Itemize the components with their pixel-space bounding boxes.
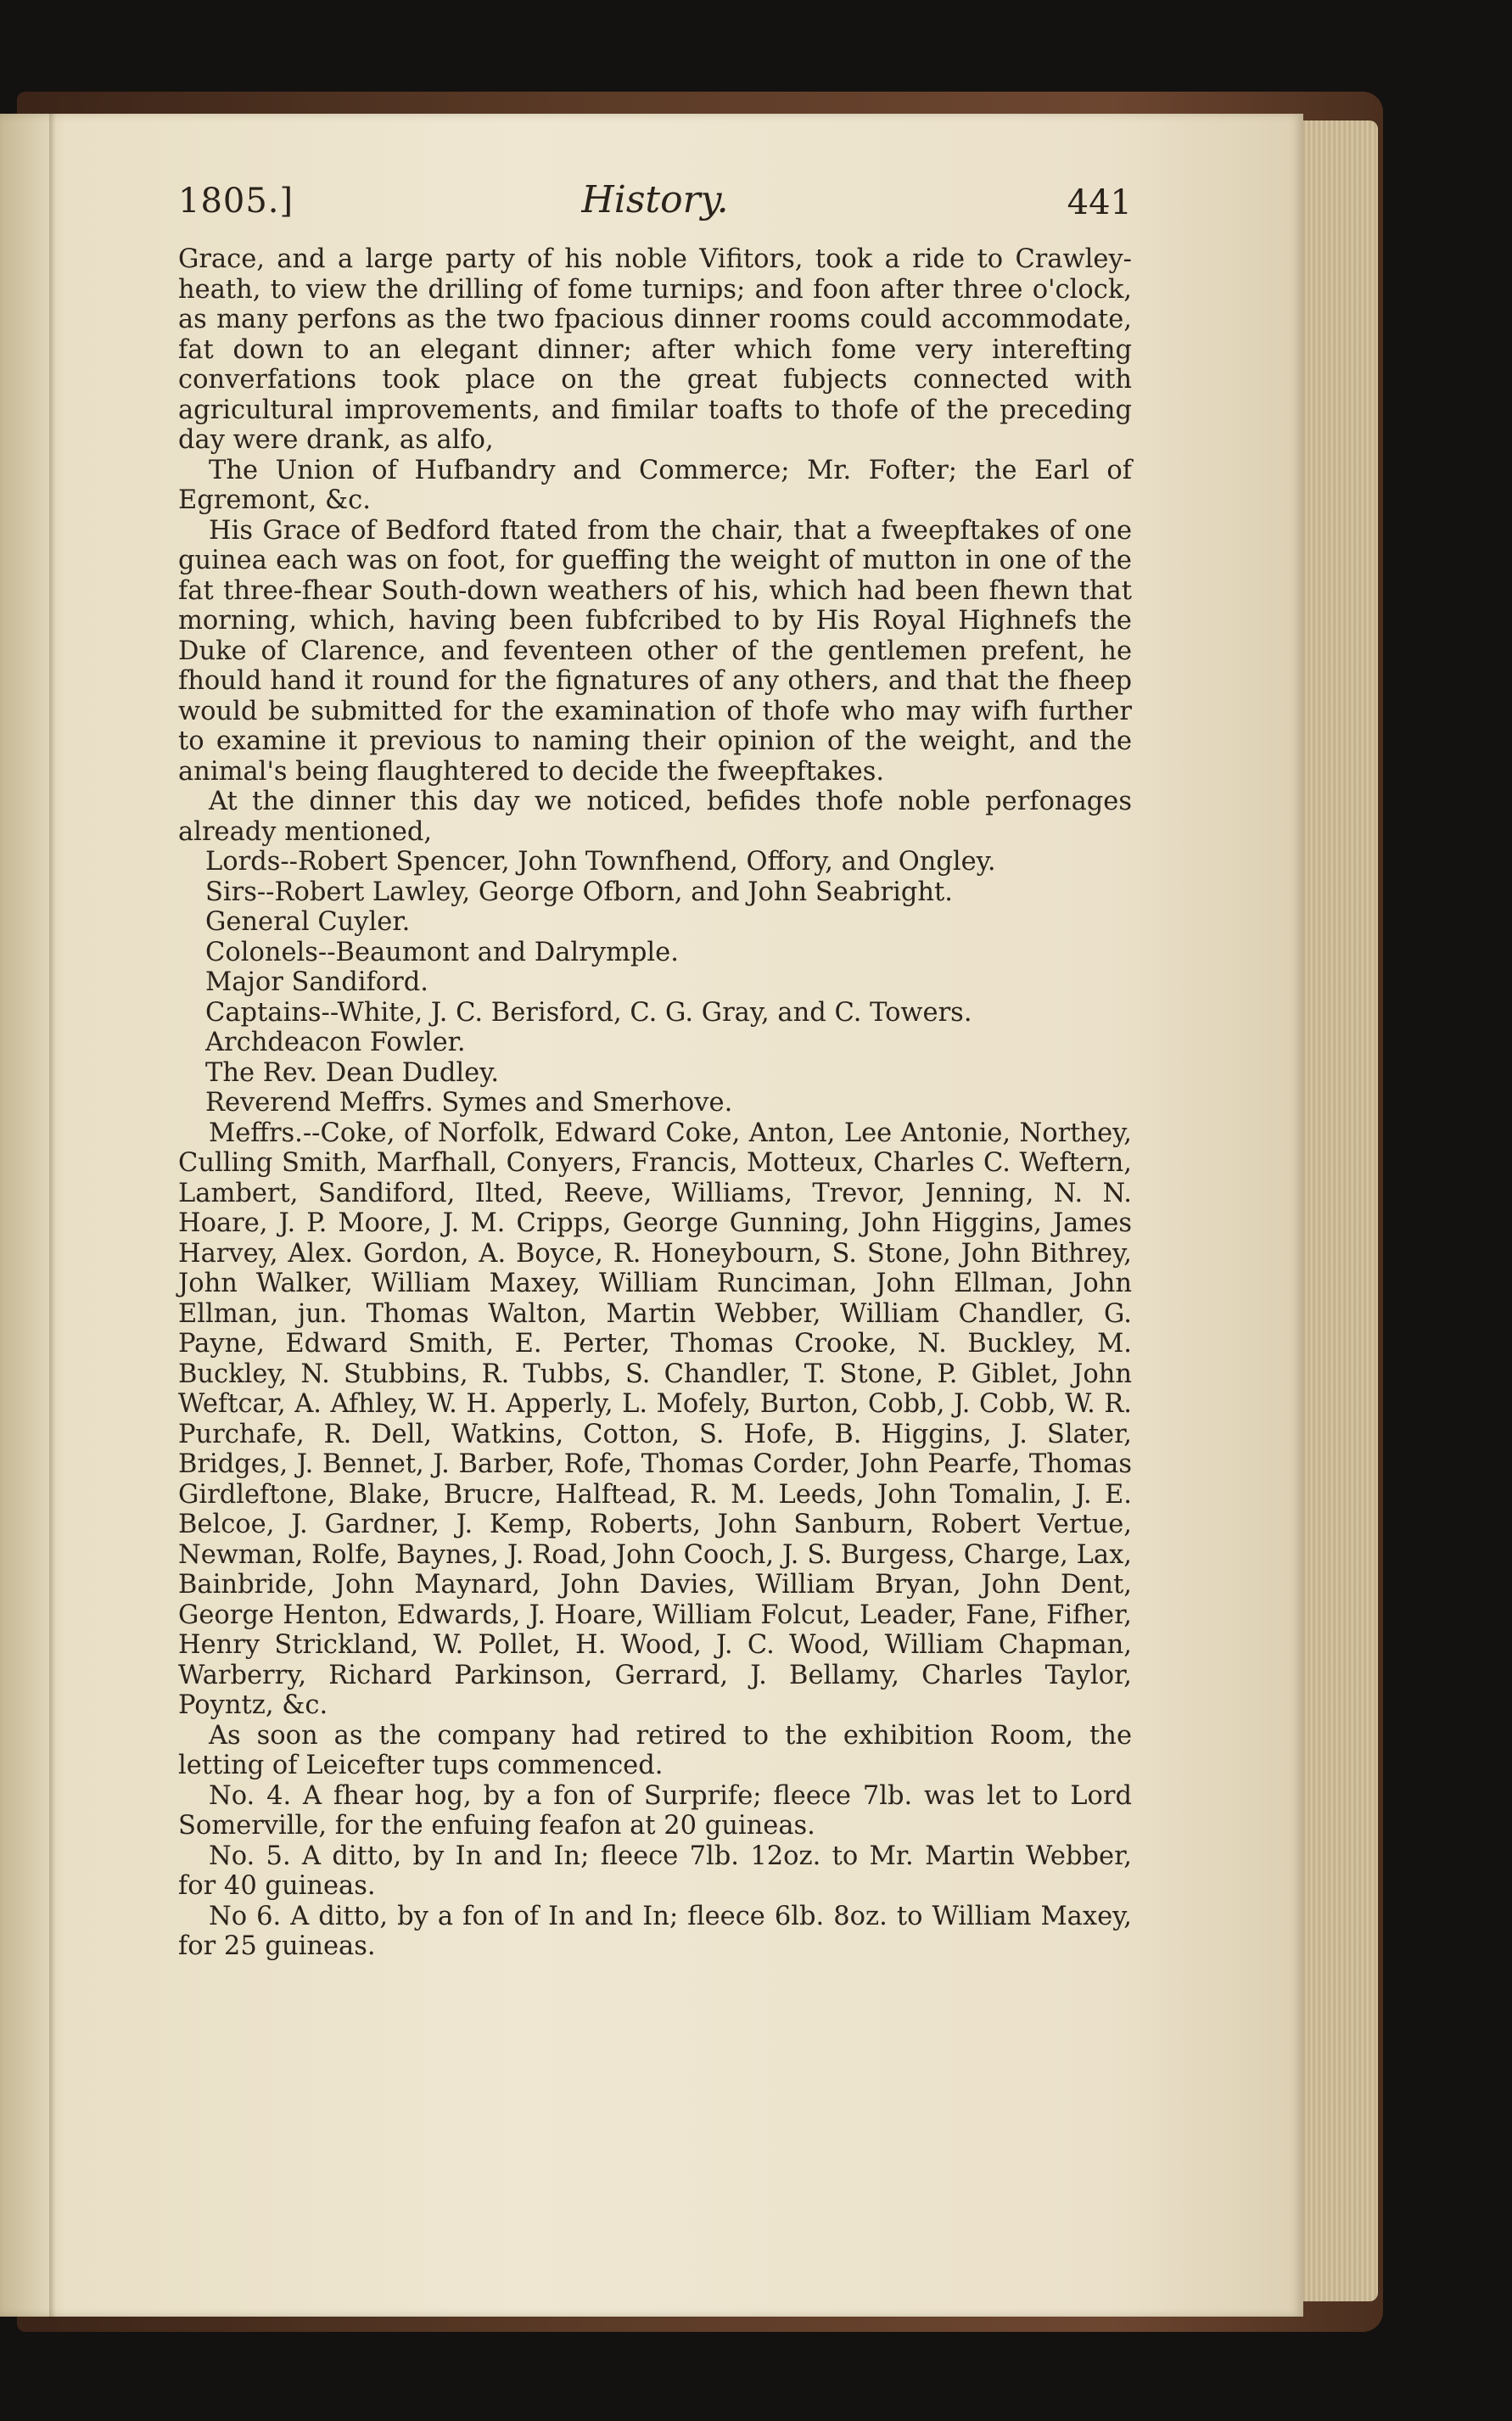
page-edges	[1296, 120, 1378, 2301]
guest-sirs: Sirs--Robert Lawley, George Ofborn, and John Seabright.	[205, 877, 953, 907]
guest-colonels: Colonels--Beaumont and Dalrymple.	[205, 937, 679, 967]
page-gutter	[49, 114, 56, 2317]
guest-major: Major Sandiford.	[205, 967, 428, 997]
lot-6: No 6. A ditto, by a fon of In and In; fleece 6lb. 8oz. to William Maxey, for 25 guineas.	[178, 1901, 1132, 1961]
lot-5: No. 5. A ditto, by In and In; fleece 7lb. 12oz. to Mr. Martin Webber, for 40 guineas.	[178, 1841, 1132, 1901]
lot-4: No. 4. A fhear hog, by a fon of Surprife; fleece 7lb. was let to Lord Somerville, for the enfuing feafon at 20 guineas.	[178, 1780, 1132, 1841]
page-number: 441	[1067, 183, 1132, 222]
guest-dean: The Rev. Dean Dudley.	[205, 1057, 500, 1088]
guest-general: General Cuyler.	[205, 907, 411, 937]
guest-reverend: Reverend Meffrs. Symes and Smerhove.	[205, 1088, 733, 1118]
guest-captains: Captains--White, J. C. Berisford, C. G. Gray, and C. Towers.	[205, 997, 972, 1028]
header-title: History.	[581, 178, 729, 221]
paragraph-letting: As soon as the company had retired to the exhibition Room, the letting of Leicefter tups commenced.	[178, 1720, 1132, 1780]
page-text	[178, 244, 1132, 1962]
paragraph-toasts: The Union of Hufbandry and Commerce; Mr. Fofter; the Earl of Egremont, &c.	[178, 455, 1132, 515]
guest-lords: Lords--Robert Spencer, John Townfhend, Offory, and Ongley.	[205, 847, 996, 877]
header-year: 1805.]	[178, 182, 294, 221]
paragraph-sweepstakes: His Grace of Bedford ftated from the chair, that a fweepftakes of one guinea each was on foot, for gueffing the weight of mutton in one of the fat three-fhear South-down weathers of his, which had been fhewn that morning, which, having been fubfcribed to by His Royal Highnefs the Duke of Clarence, and feventeen other of the gentlemen prefent, he fhould hand it round for the fignatures of any others, and that the fheep would be submitted for the examination of thofe who may wifh further to examine it previous to naming their opinion of the weight, and the animal's being flaughtered to decide the fweepftakes.	[178, 515, 1132, 787]
guest-archdeacon: Archdeacon Fowler.	[205, 1028, 466, 1057]
paragraph-continuation: Grace, and a large party of his noble Vifitors, took a ride to Crawley-heath, to view the drilling of fome turnips; and foon after three o'clock, as many perfons as the two fpacious dinner rooms could accommodate, fat down to an elegant dinner; after which fome very interefting converfations took place on the great fubjects connected with agricultural improvements, and fimilar toafts to thofe of the preceding day were drank, as alfo,	[178, 244, 1132, 455]
guest-messrs: Meffrs.--Coke, of Norfolk, Edward Coke, Anton, Lee Antonie, Northey, Culling Smith, Marfhall, Conyers, Francis, Motteux, Charles C. Weftern, Lambert, Sandiford, Ilted, Reeve, Williams, Trevor, Jenning, N. N. Hoare, J. P. Moore, J. M. Cripps, George Gunning, John Higgins, James Harvey, Alex. Gordon, A. Boyce, R. Honeybourn, S. Stone, John Bithrey, John Walker, William Maxey, William Runciman, John Ellman, John Ellman, jun. Thomas Walton, Martin Webber, William Chandler, G. Payne, Edward Smith, E. Perter, Thomas Crooke, N. Buckley, M. Buckley, N. Stubbins, R. Tubbs, S. Chandler, T. Stone, P. Giblet, John Weftcar, A. Afhley, W. H. Apperly, L. Mofely, Burton, Cobb, J. Cobb, W. R. Purchafe, R. Dell, Watkins, Cotton, S. Hofe, B. Higgins, J. Slater, Bridges, J. Bennet, J. Barber, Rofe, Thomas Corder, John Pearfe, Thomas Girdleftone, Blake, Brucre, Halftead, R. M. Leeds, John Tomalin, J. E. Belcoe, J. Gardner, J. Kemp, Roberts, John Sanburn, Robert Vertue, Newman, Rolfe, Baynes, J. Road, John Cooch, J. S. Burgess, Charge, Lax, Bainbride, John Maynard, John Davies, William Bryan, John Dent, George Henton, Edwards, J. Hoare, William Folcut, Leader, Fane, Fifher, Henry Strickland, W. Pollet, H. Wood, J. C. Wood, William Chapman, Warberry, Richard Parkinson, Gerrard, J. Bellamy, Charles Taylor, Poyntz, &c.	[178, 1118, 1132, 1720]
running-head	[178, 178, 1132, 229]
guest-list	[178, 847, 1132, 1118]
paragraph-dinner-guests: At the dinner this day we noticed, befides thofe noble perfonages already mentioned,	[178, 787, 1132, 847]
